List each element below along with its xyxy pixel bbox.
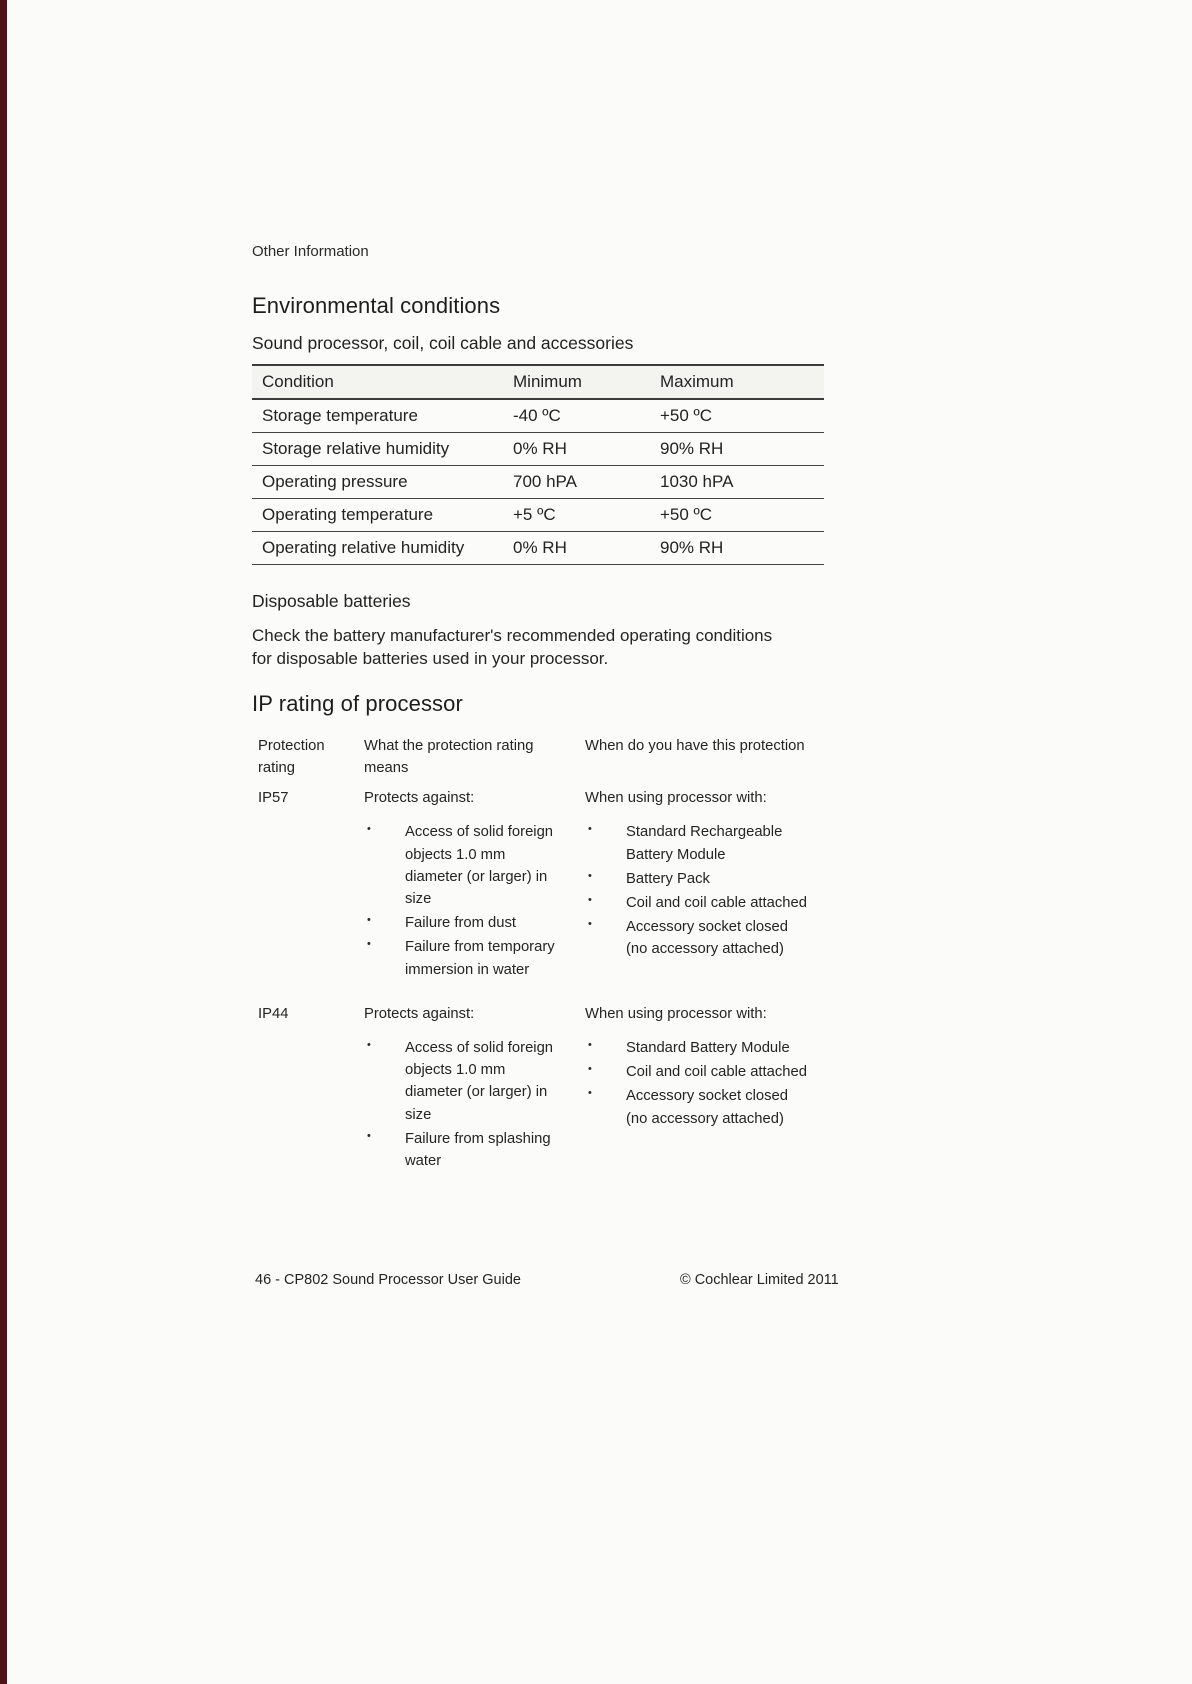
table-row — [252, 499, 824, 532]
ip-rating-value: IP44 — [258, 1005, 289, 1022]
footer-page-info: 46 - CP802 Sound Processor User Guide — [255, 1272, 521, 1288]
when-list — [585, 1037, 808, 1130]
when-list — [585, 821, 808, 960]
maximum-cell: +50 ºC — [660, 406, 713, 425]
document-page — [252, 243, 824, 1174]
condition-cell: Operating temperature — [262, 505, 434, 524]
ip-header-when: When do you have this protection — [585, 737, 805, 754]
column-header-minimum: Minimum — [513, 372, 582, 391]
section-breadcrumb: Other Information — [252, 243, 369, 260]
list-item: • Standard Battery Module — [585, 1037, 808, 1059]
list-item: • Access of solid foreign objects 1.0 mm diameter (or larger) in size — [364, 821, 564, 910]
list-item: • Accessory socket closed (no accessory attached) — [585, 1085, 808, 1129]
protects-against-label: Protects against: — [364, 790, 475, 807]
table-row — [252, 433, 824, 466]
disposable-batteries-title: Disposable batteries — [252, 591, 411, 611]
ip-header-meaning: What the protection rating means — [364, 737, 534, 777]
list-item: • Failure from dust — [364, 912, 564, 934]
ip-protects-cell — [364, 1003, 582, 1174]
protects-list — [364, 1037, 564, 1172]
ip-table-header-row — [252, 735, 824, 779]
list-item: • Standard Rechargeable Battery Module — [585, 821, 808, 865]
condition-cell: Storage temperature — [262, 406, 418, 425]
table-row — [252, 532, 824, 565]
list-item: • Coil and coil cable attached — [585, 1061, 808, 1083]
maximum-cell: 90% RH — [660, 439, 724, 458]
environmental-conditions-table — [252, 364, 824, 565]
environmental-subtitle: Sound processor, coil, coil cable and accessories — [252, 333, 634, 353]
list-item: • Failure from splashing water — [364, 1128, 564, 1172]
column-header-maximum: Maximum — [660, 372, 734, 391]
ip-protects-cell — [364, 787, 582, 983]
scan-gutter-edge — [0, 0, 7, 1684]
maximum-cell: +50 ºC — [660, 505, 713, 524]
footer-copyright: © Cochlear Limited 2011 — [680, 1272, 839, 1288]
list-item: • Battery Pack — [585, 868, 808, 890]
table-row — [252, 466, 824, 499]
ip-row-ip57 — [252, 787, 824, 983]
condition-cell: Operating relative humidity — [262, 538, 465, 557]
table-header-row — [252, 365, 824, 399]
ip-header-protection-rating: Protection rating — [258, 737, 325, 777]
ip-rating-value: IP57 — [258, 790, 289, 807]
environmental-conditions-title: Environmental conditions — [252, 293, 501, 318]
list-item: • Access of solid foreign objects 1.0 mm diameter (or larger) in size — [364, 1037, 564, 1126]
minimum-cell: 0% RH — [513, 538, 567, 557]
disposable-batteries-text: Check the battery manufacturer's recommended operating conditions for disposable batteries used in your processor. — [252, 626, 773, 669]
minimum-cell: +5 ºC — [513, 505, 556, 524]
condition-cell: Storage relative humidity — [262, 439, 450, 458]
when-using-label: When using processor with: — [585, 1005, 767, 1022]
ip-when-cell — [582, 787, 824, 983]
table-row — [252, 399, 824, 433]
ip-rating-title: IP rating of processor — [252, 690, 463, 716]
condition-cell: Operating pressure — [262, 472, 408, 491]
maximum-cell: 90% RH — [660, 538, 724, 557]
maximum-cell: 1030 hPA — [660, 472, 734, 491]
list-item: • Accessory socket closed (no accessory attached) — [585, 916, 808, 960]
when-using-label: When using processor with: — [585, 790, 767, 807]
ip-when-cell — [582, 1003, 824, 1174]
protects-against-label: Protects against: — [364, 1005, 475, 1022]
minimum-cell: 0% RH — [513, 439, 567, 458]
list-item: • Coil and coil cable attached — [585, 892, 808, 914]
list-item: • Failure from temporary immersion in water — [364, 936, 564, 980]
minimum-cell: 700 hPA — [513, 472, 577, 491]
minimum-cell: -40 ºC — [513, 406, 561, 425]
protects-list — [364, 821, 564, 980]
column-header-condition: Condition — [262, 372, 334, 391]
ip-row-ip44 — [252, 1003, 824, 1174]
